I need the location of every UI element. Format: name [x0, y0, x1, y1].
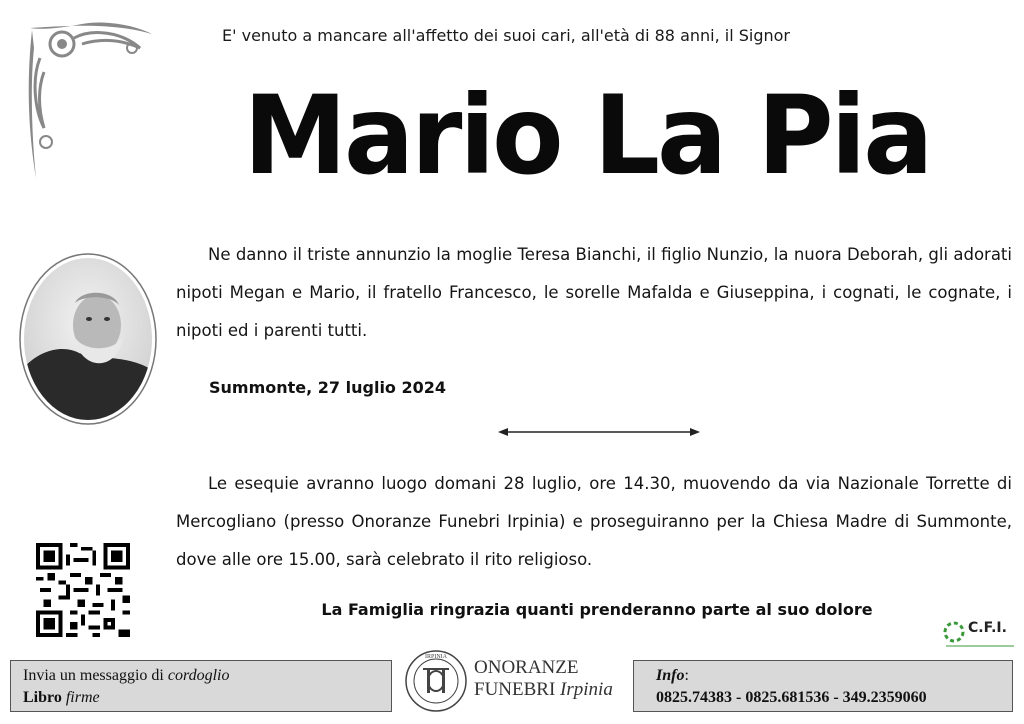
deceased-name: Mario La Pia: [243, 70, 931, 200]
qr-code[interactable]: [36, 543, 130, 637]
condolence-link[interactable]: Invia un messaggio di cordoglio: [23, 667, 230, 684]
funeral-paragraph: Le esequie avranno luogo domani 28 luglio, ore 14.30, muovendo da via Nazionale Torrette di Mercogliano (presso Onoranze Funebri Irpinia) e proseguiranno per la Chiesa Madre di Summonte, dove alle ore 15.00, sarà celebrato il rito religioso.: [176, 474, 1012, 569]
announcement-paragraph: Ne danno il triste annunzio la moglie Teresa Bianchi, il figlio Nunzio, la nuora Deborah, gli adorati nipoti Megan e Mario, il fratello Francesco, le sorelle Mafalda e Giuseppina, i cognati, le cognate, i nipoti ed i parenti tutti.: [176, 245, 1012, 340]
phone-numbers[interactable]: 0825.74383 - 0825.681536 - 349.2359060: [656, 689, 927, 706]
arrow-divider: [498, 425, 700, 439]
condolence-box[interactable]: [10, 660, 392, 712]
guestbook-link[interactable]: Libro firme: [23, 689, 100, 706]
intro-text: E' venuto a mancare all'affetto dei suoi cari, all'età di 88 anni, il Signor: [222, 26, 791, 45]
portrait-photo: [19, 253, 157, 425]
funeral-home-logo: [403, 648, 469, 714]
cfi-label: C.F.I.: [968, 620, 1007, 636]
family-thanks: La Famiglia ringrazia quanti prenderanno parte al suo dolore: [321, 600, 873, 619]
contact-box: Info: 0825.74383 - 0825.681536 - 349.2359060: [633, 660, 1013, 712]
place-date: Summonte, 27 luglio 2024: [209, 378, 447, 397]
info-label: Info: [656, 667, 685, 684]
logo-top-text: IRPINIA: [425, 654, 447, 660]
funeral-home-name: ONORANZE FUNEBRI Irpinia: [474, 657, 613, 700]
